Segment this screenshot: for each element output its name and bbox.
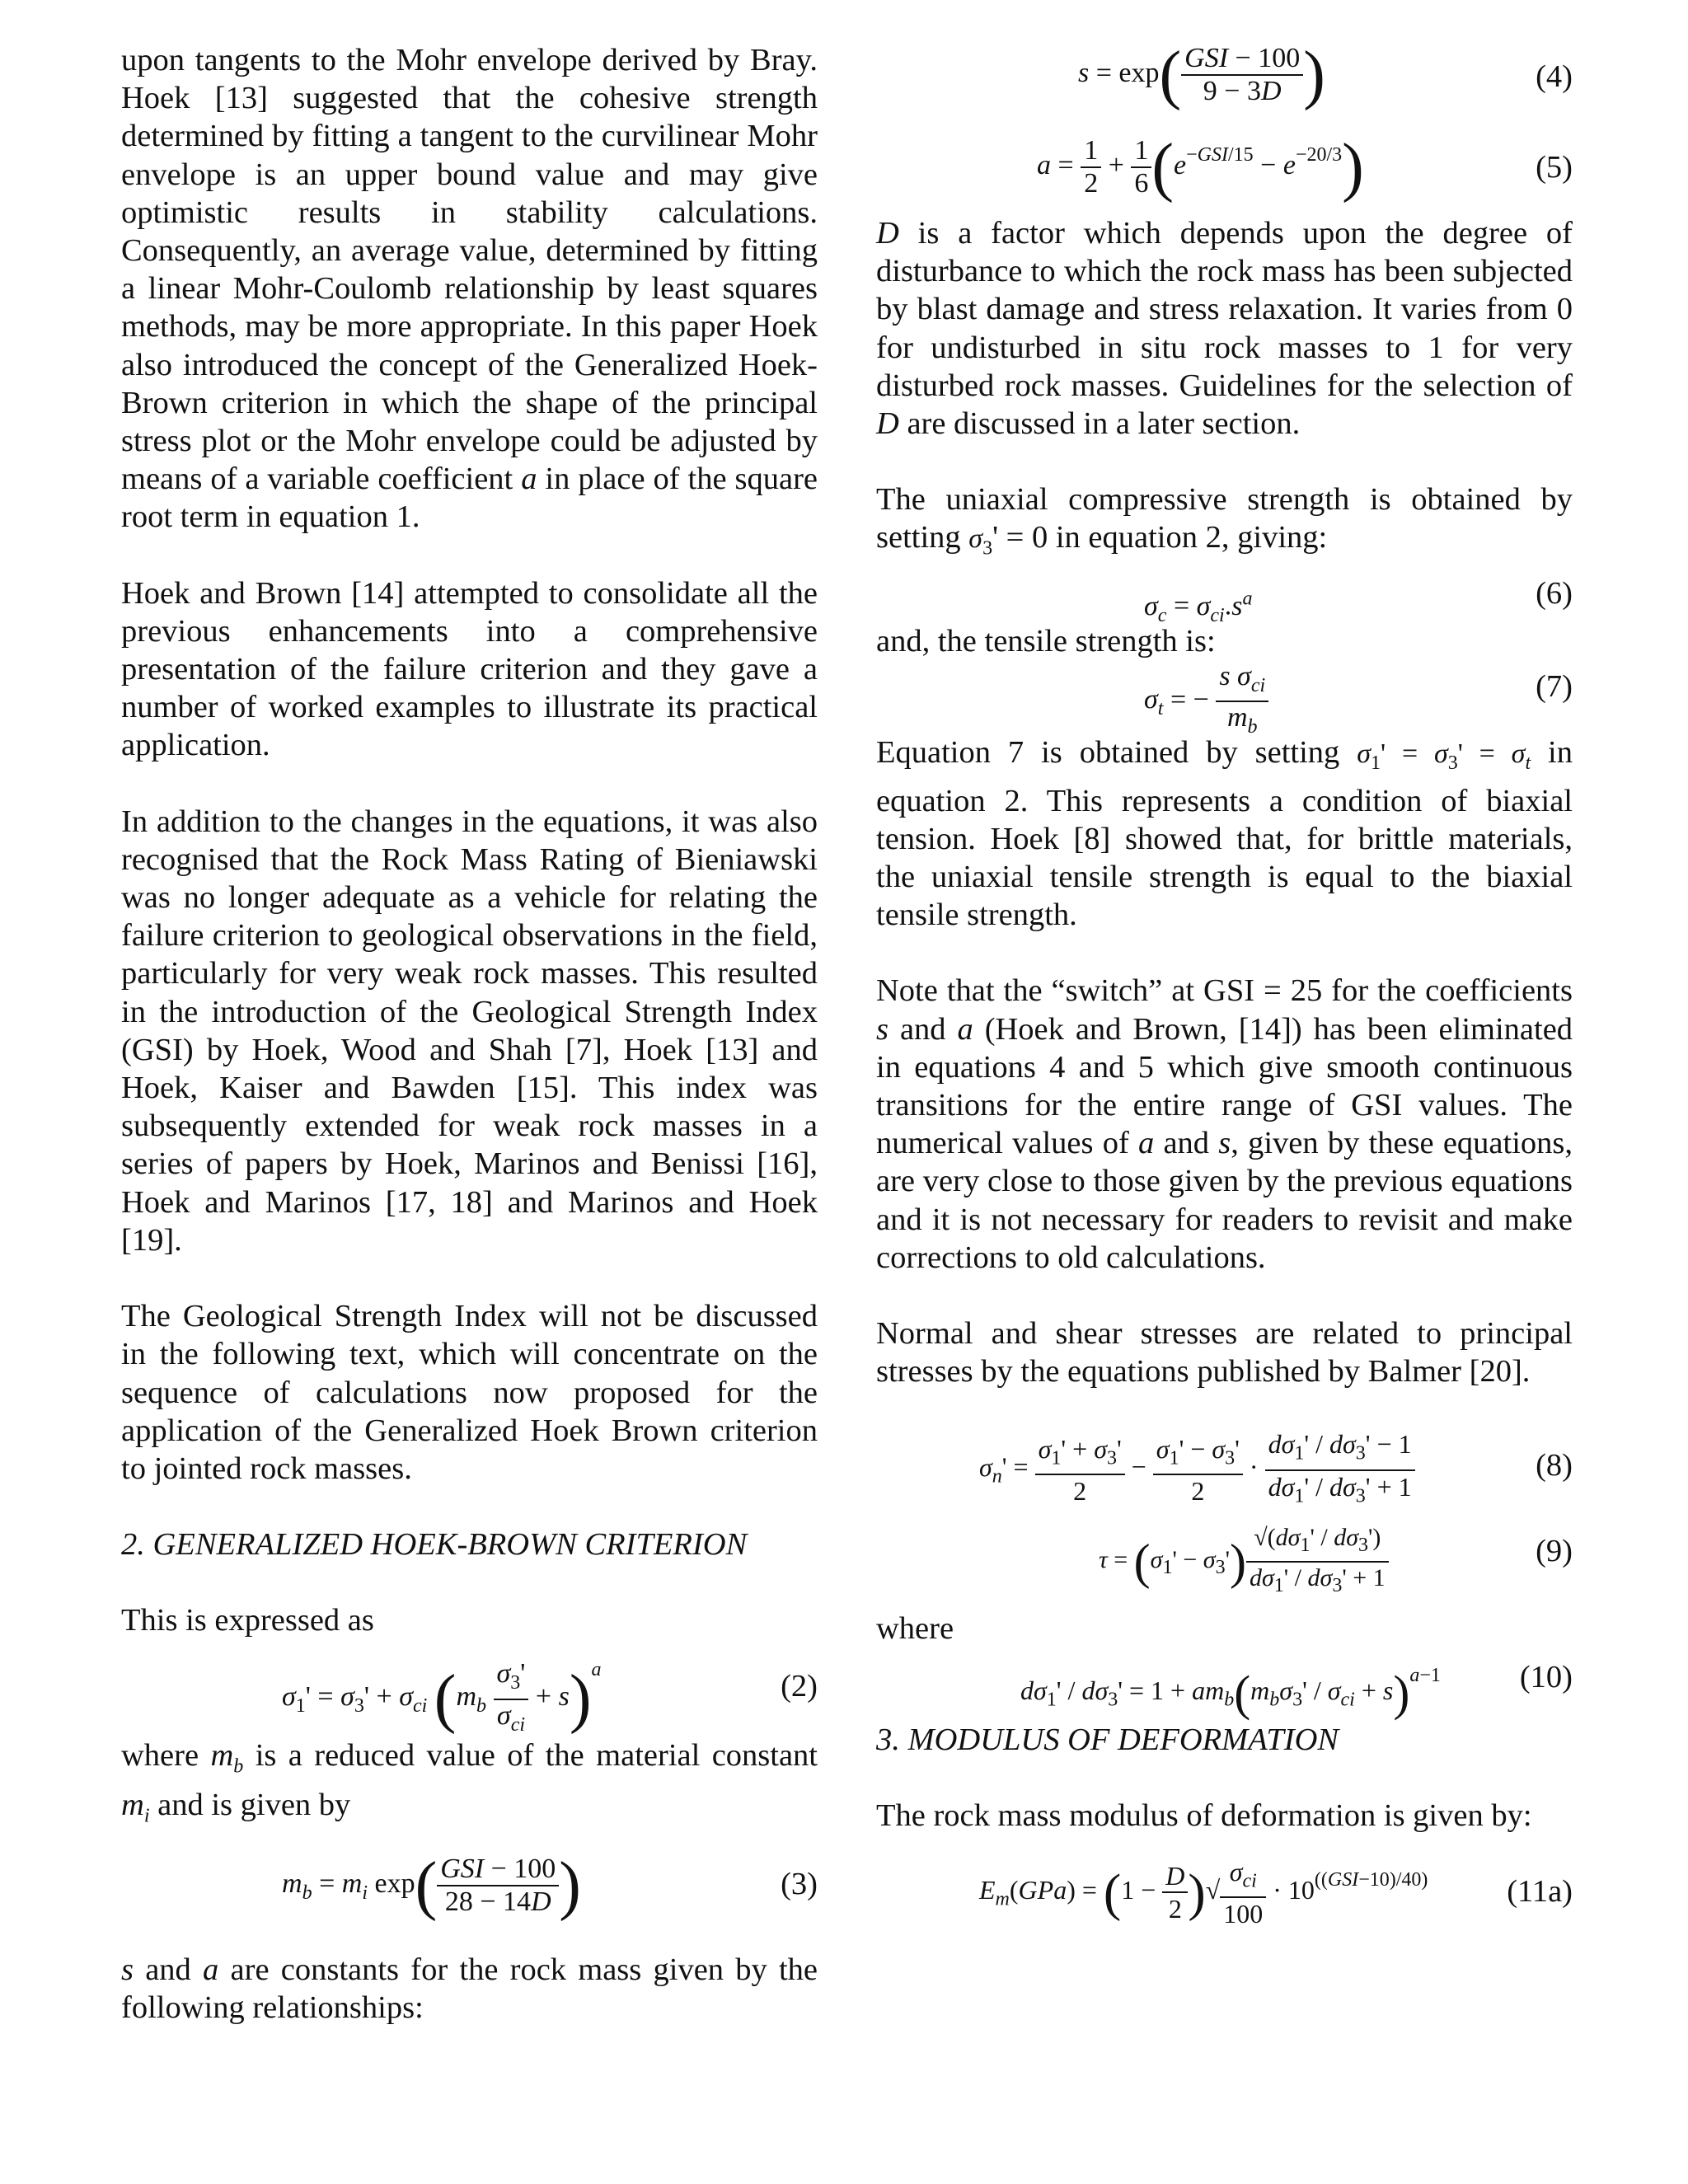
equation-number: (5): [1536, 150, 1573, 185]
equation-body: $\sigma_n'$ = $\frac{\sigma_1' + \sigma_3'}{2}$ − $\frac{\sigma_1' - \sigma_3'}{2}$ · $\frac{d\sigma_1' / d\sigma_3' - 1}{d\sigma_1' / d\sigma_3' + 1}$: [979, 1428, 1415, 1511]
paragraph: In addition to the changes in the equations, it was also recognised that the Rock Mass Rating of Bieniawski was no longer adequate as a vehicle for relating the failure criterion to geological observations in the field, particularly for very weak rock masses. This resulted in the introduction of the Geological Strength Index (GSI) by Hoek, Wood and Shah [7], Hoek [13] and Hoek, Kaiser and Bawden [15]. This index was subsequently extended for weak rock masses in a series of papers by Hoek, Marinos and Benissi [16], Hoek and Marinos [17, 18] and Marinos and Hoek [19].: [121, 804, 818, 1258]
equation-5: [876, 132, 1573, 214]
equation-body: $E_m(GPa) = (1$ − $\frac{D}{2}$ )√ $\frac{\sigma_{ci}}{100}$ · $10^{((GSI-10)/40)}$: [979, 1856, 1428, 1929]
paragraph: The rock mass modulus of deformation is given by:: [876, 1797, 1532, 1833]
equation-8: [876, 1404, 1573, 1519]
paragraph: D is a factor which depends upon the degree of disturbance to which the rock mass has been subjected by blast damage and stress relaxation. It varies from 0 for undisturbed in situ rock masses to 1 for very disturbed rock masses. Guidelines for the selection of D are discussed in a later section.: [876, 216, 1573, 442]
equation-number: (7): [1536, 668, 1573, 704]
paragraph: This is expressed as: [121, 1603, 374, 1638]
equation-9: [876, 1519, 1573, 1610]
equation-3: [121, 1835, 818, 1934]
equation-number: (3): [781, 1867, 818, 1902]
paragraph: where: [876, 1611, 954, 1647]
paragraph: where $m_b$ is a reduced value of the material constant $m_i$ and is given by: [121, 1738, 818, 1827]
equation-number: (6): [1536, 576, 1573, 612]
left-column: [121, 41, 818, 2027]
equation-body: $\sigma_1' = \sigma_3' + \sigma_{ci}$ ($m_b$ $\frac{\sigma_3'}{\sigma_{ci}}$ + s)$^a$: [282, 1657, 602, 1736]
paragraph: The Geological Strength Index will not be discussed in the following text, which will concentrate on the sequence of calculations now proposed for the application of the Generalized Hoek Brown criterion to jointed rock masses.: [121, 1299, 818, 1486]
paragraph: Hoek and Brown [14] attempted to consolidate all the previous enhancements into a comprehensive presentation of the failure criterion and they gave a number of worked examples to illustrate its practical application.: [121, 575, 818, 763]
equation-7: [876, 660, 1573, 738]
paragraph: upon tangents to the Mohr envelope derived by Bray. Hoek [13] suggested that the cohesive strength determined by fitting a tangent to the curvilinear Mohr envelope is an upper bound value and may give optimistic results in stability calculations. Consequently, an average value, determined by fitting a linear Mohr-Coulomb relationship by least squares methods, may be more appropriate. In this paper Hoek also introduced the concept of the Generalized Hoek-Brown criterion in which the shape of the principal stress plot or the Mohr envelope could be adjusted by means of a variable coefficient a in place of the square root term in equation 1.: [121, 43, 818, 535]
equation-11a: [876, 1851, 1573, 1942]
equation-number: (9): [1536, 1534, 1573, 1569]
equation-4: [876, 41, 1573, 132]
equation-body: s = exp( $\frac{\text{GSI − 100}}{9 - 3D}$ ): [1078, 39, 1325, 111]
section-heading: 3. MODULUS OF DEFORMATION: [876, 1722, 1339, 1757]
equation-number: (4): [1536, 59, 1573, 94]
paragraph: Note that the “switch” at GSI = 25 for the coefficients s and a (Hoek and Brown, [14]) has been eliminated in equations 4 and 5 which give smooth continuous transitions for the entire range of GSI values. The numerical values of a and s, given by these equations, are very close to those given by the previous equations and it is not necessary for readers to revisit and make corrections to old calculations.: [876, 973, 1573, 1275]
equation-number: (11a): [1507, 1873, 1573, 1909]
paragraph: s and a are constants for the rock mass given by the following relationships:: [121, 1952, 818, 2026]
paragraph: and, the tensile strength is:: [876, 624, 1216, 659]
equation-body: $\sigma_c = \sigma_{ci}.s^a$: [1144, 588, 1253, 626]
section-heading: 2. GENERALIZED HOEK-BROWN CRITERION: [121, 1527, 748, 1563]
equation-number: (8): [1536, 1448, 1573, 1483]
paragraph: The uniaxial compressive strength is obtained by setting $\sigma_3' = 0$ in equation 2, giving:: [876, 482, 1573, 560]
equation-body: a = $\frac{1}{2}$ + $\frac{1}{6}$ $(e^{-GSI/15} - e^{-20/3})$: [1037, 131, 1364, 204]
right-column: [876, 41, 1573, 1942]
equation-body: $d\sigma_1' / d\sigma_3' = 1 + am_b(m_b\sigma_3' / \sigma_{ci} + s)^{a-1}$: [1020, 1664, 1441, 1721]
paragraph: Equation 7 is obtained by setting $\sigma_1' = \sigma_3' = \sigma_t$ in equation 2. This represents a condition of biaxial tension. Hoek [8] showed that, for brittle materials, the uniaxial tensile strength is equal to the biaxial tensile strength.: [876, 734, 1573, 933]
equation-2: [121, 1639, 818, 1736]
equation-body: $m_b = m_i$ exp( $\frac{\text{GSI − 100}}{28 - 14D}$ ): [282, 1849, 581, 1923]
equation-6: [876, 568, 1573, 626]
equation-body: $\sigma_t$ = − $\frac{s \sigma_{ci}}{m_b}$: [1144, 661, 1268, 743]
equation-10: [876, 1648, 1573, 1721]
equation-body: $\tau = (\sigma_1' - \sigma_3')$ $\frac{√(d\sigma_1' / d\sigma_3')}{d\sigma_1' / d\sigma_3' + 1}$: [1099, 1522, 1389, 1601]
equation-number: (2): [781, 1669, 818, 1704]
equation-number: (10): [1519, 1659, 1573, 1694]
paragraph: Normal and shear stresses are related to principal stresses by the equations published by Balmer [20].: [876, 1315, 1573, 1390]
